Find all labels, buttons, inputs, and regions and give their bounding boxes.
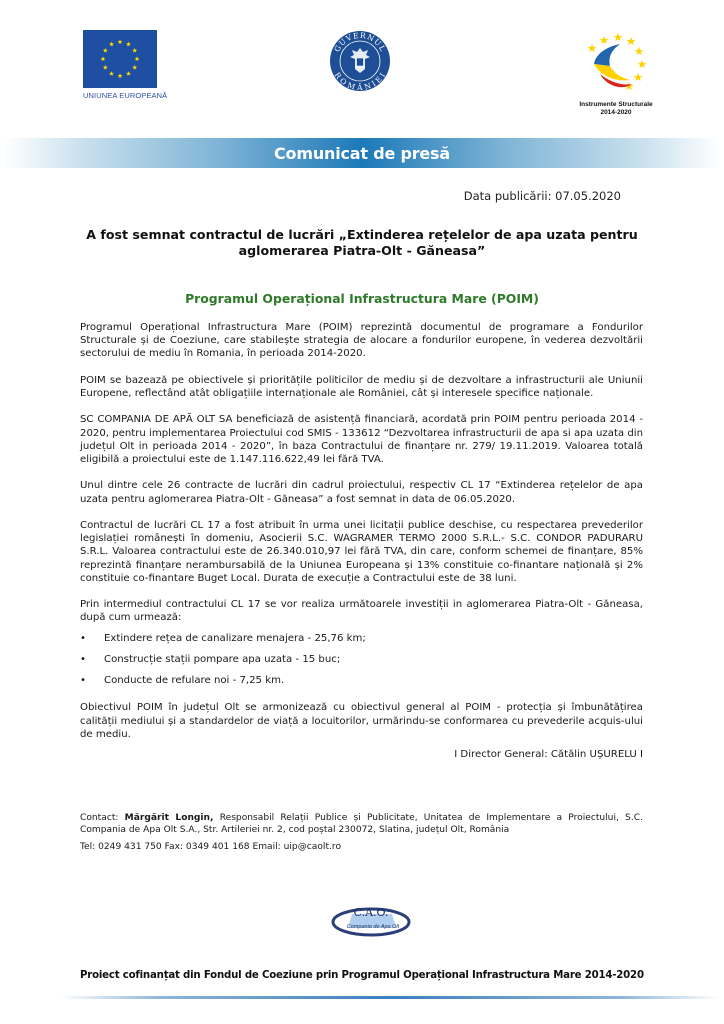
program-subheading: Programul Operațional Infrastructura Mare (POIM) (185, 291, 539, 306)
headline-line-1: A fost semnat contractul de lucrări „Extinderea rețelelor de apa uzata pentru (86, 227, 638, 242)
eu-star-icon (126, 42, 131, 47)
contact-block (80, 812, 643, 853)
press-release-banner (4, 138, 720, 168)
list-item (80, 674, 643, 687)
gov-seal-top-text: GUVERNUL (332, 30, 388, 54)
publication-date-label: Data publicării: (463, 189, 552, 203)
paragraph-financial-assistance: SC COMPANIA DE APĂ OLT SA beneficiază de asistență financiară, acordată prin POIM pentru perioada 2014 - 2020, pentru implementarea Proiectului cod SMIS - 133612 “Dezvoltarea infrastructurii de apa si apa uzata din județul Olt in perioada 2014 - 2020”, în baza Contractului de finanțare nr. 279/ 19.11.2019. Valoarea totală eligibilă a proiectului este de 1.147.116.622,49 lei fără TVA. (80, 414, 643, 465)
company-acronym: C.A.O. (353, 906, 389, 919)
cao-logo-icon (330, 900, 412, 940)
list-item (80, 632, 643, 645)
investments-list (80, 632, 643, 688)
is-logo-caption: Instrumente Structurale (579, 101, 653, 108)
paragraph-closing: Obiectivul POIM în județul Olt se armonizează cu obiectivul general al POIM - protecția și îmbunătățirea calității mediului și a standardelor de viață a locuitorilor, urmărindu-se conformarea cu prevederile acquis-ului de mediu. (80, 702, 643, 740)
footer-cofinancing-text: Proiect cofinanțat din Fondul de Coeziune prin Programul Operațional Infrastructura Mare 2014-2020 (80, 970, 644, 981)
contact-label: Contact: (80, 813, 119, 823)
eu-star-icon (109, 42, 114, 47)
paragraph-poim-intro: Programul Operațional Infrastructura Mare (POIM) reprezintă documentul de programare a Fondurilor Structurale și de Coeziune, care stabilește strategia de alocare a fondurilor europene, în vederea dezvoltării sectorului de mediu în Romania, în perioada 2014-2020. (80, 322, 643, 360)
company-name: Compania de Apa Olt (346, 924, 400, 930)
list-item-text: Extindere rețea de canalizare menajera - 25,76 km; (104, 632, 366, 644)
eu-star-icon (101, 56, 106, 61)
contact-phone-email: Tel: 0249 431 750 Fax: 0349 401 168 Email: uip@caolt.ro (80, 842, 342, 852)
eu-star-icon (135, 56, 140, 61)
eu-logo-caption: UNIUNEA EUROPEANĂ (83, 91, 168, 100)
paragraph-contract-award: Contractul de lucrări CL 17 a fost atribuit în urma unei licitații publice deschise, cu respectarea prevederilor legislației românești în domeniu, Asocierii S.C. WAGRAMER TERMO 2000 S.R.L.- S.C. CONDOR PADURARU S.R.L. Valoarea contractului este de 26.340.010,97 lei fără TVA, din care, conform schemei de finanțare, 85% reprezintă finanțare nerambursabilă de la Uniunea Europeana și 13% constituie co-finantare națională și 2% constituie co-finantare Buget Local. Durata de execuție a Contractului este de 38 luni. (80, 519, 643, 584)
paragraph-investments-intro: Prin intermediul contractului CL 17 se vor realiza următoarele investiții in aglomerarea Piatra-Olt - Găneasa, după cum urmează: (80, 599, 643, 624)
eu-logo (83, 30, 183, 100)
structural-instruments-icon (576, 30, 656, 96)
company-logo (330, 900, 412, 940)
list-item (80, 653, 643, 666)
contact-details (80, 812, 643, 836)
banner-title: Comunicat de presă (274, 143, 450, 163)
gov-seal-bottom-text: ROMÂNIEI (332, 70, 388, 92)
article-body (80, 321, 643, 761)
structural-instruments-logo (568, 30, 664, 117)
bullet-icon: • (80, 675, 86, 687)
headline (80, 227, 644, 259)
eu-star-icon (118, 73, 123, 78)
publication-date (464, 189, 621, 203)
eu-star-icon (132, 65, 137, 70)
headline-line-2: aglomerarea Piatra-Olt - Găneasa” (238, 243, 486, 258)
bullet-icon: • (80, 632, 86, 644)
eu-flag-icon (83, 30, 157, 88)
footer-divider (60, 996, 720, 999)
bullet-icon: • (80, 653, 86, 665)
list-item-text: Construcție stații pompare apa uzata - 15 buc; (104, 653, 341, 665)
eu-stars-icon (83, 30, 157, 88)
paragraph-contract-signed: Unul dintre cele 26 contracte de lucrări din cadrul proiectului, respectiv CL 17 “Extinderea rețelelor de apa uzata pentru aglomerarea Piatra-Olt - Găneasa” a fost semnat in data de 06.05.2020. (80, 480, 643, 505)
contact-role-address: Responsabil Relații Publice și Publicitate, Unitatea de Implementare a Proiectului, S.C. Compania de Apa Olt S.A., Str. Artileriei nr. 2, cod poștal 230072, Slatina, județul Olt, România (80, 813, 643, 835)
eu-star-icon (118, 39, 123, 44)
eu-star-icon (132, 48, 137, 53)
eu-star-icon (126, 71, 131, 76)
romanian-government-seal-icon (329, 30, 391, 92)
eu-star-icon (109, 71, 114, 76)
paragraph-poim-objectives: POIM se bazează pe obiectivele și prioritățile politicilor de mediu și de dezvoltare a infrastructurii ale Uniunii Europene, reflectând atât obligațiile internaționale ale României, cât și interesele specifice naționale. (80, 374, 643, 399)
director-signature: I Director General: Cătălin UȘURELU I (454, 749, 643, 761)
contact-name: Mărgărit Longin, (124, 813, 214, 823)
publication-date-value: 07.05.2020 (555, 189, 621, 203)
eu-star-icon (103, 65, 108, 70)
list-item-text: Conducte de refulare noi - 7,25 km. (104, 675, 285, 687)
eu-star-icon (103, 48, 108, 53)
is-logo-years: 2014-2020 (600, 109, 632, 117)
